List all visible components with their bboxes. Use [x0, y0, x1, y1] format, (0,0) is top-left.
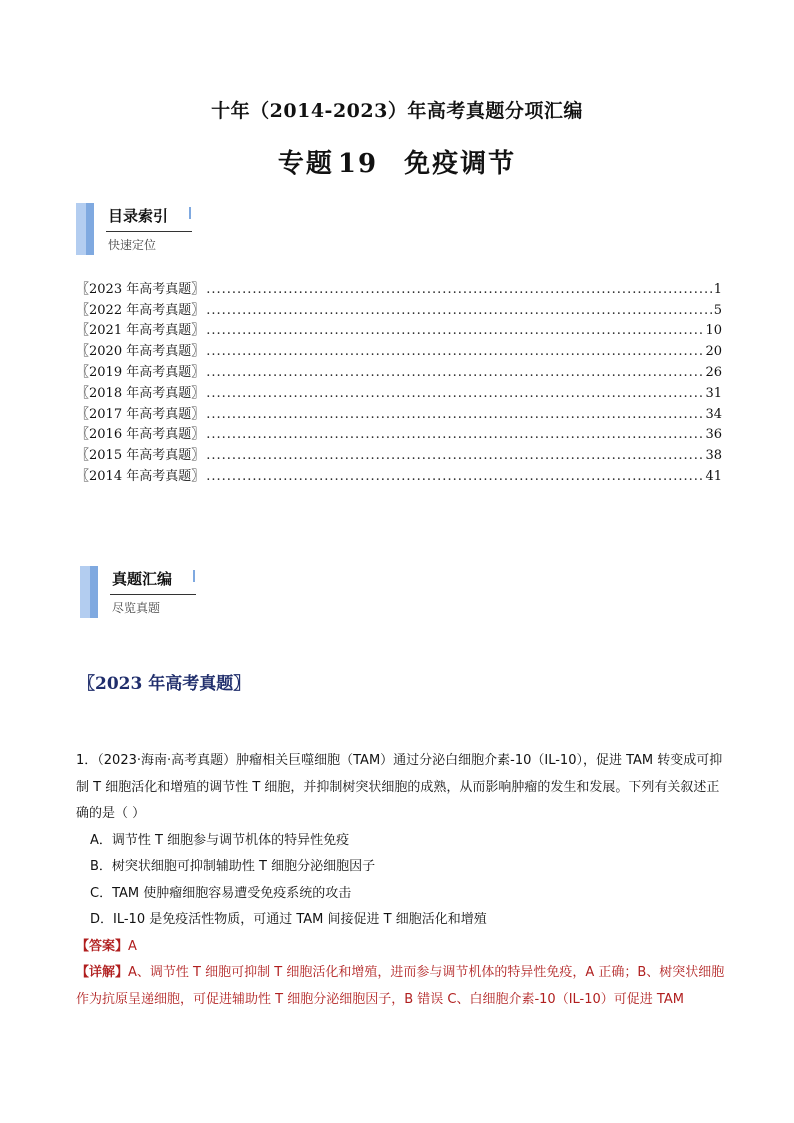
toc-leader-dots	[206, 344, 703, 359]
heading-underline	[106, 231, 192, 232]
detail-text: A、调节性 T 细胞可抑制 T 细胞活化和增殖，进而参与调节机体的特异性免疫，A 正确；B、树突状细胞作为抗原呈递细胞，可促进辅助性 T 细胞分泌细胞因子，B 错误 C、白细胞介素-10（IL-10）可促进 TAM	[76, 965, 725, 1007]
toc-entry-label: 〖2018 年高考真题〗	[76, 385, 205, 401]
toc-entry-page: 10	[705, 323, 722, 339]
toc-entry[interactable]	[76, 338, 722, 359]
option-c: C．TAM 使肿瘤细胞容易遭受免疫系统的攻击	[90, 885, 352, 901]
toc-leader-dots	[206, 365, 703, 380]
topic-number: 19	[337, 149, 379, 179]
question-stem: 1．（2023·海南·高考真题）肿瘤相关巨噬细胞（TAM）通过分泌白细胞介素-10（IL-10），促进 TAM 转变成可抑制 T 细胞活化和增殖的调节性 T 细胞，并抑制树突状细胞的成熟，从而影响肿瘤的发生和发展。下列有关叙述正确的是（ ）	[76, 753, 723, 821]
toc-leader-dots	[206, 323, 703, 338]
toc-entry-page: 26	[705, 364, 722, 380]
toc-entry-page: 20	[705, 344, 722, 360]
toc-leader-dots	[206, 386, 703, 401]
toc-entry[interactable]	[76, 359, 722, 380]
toc-entry-page: 38	[705, 448, 722, 464]
questions-subheading: 尽览真题	[112, 601, 161, 615]
toc-section-header	[76, 203, 276, 255]
toc-leader-dots	[206, 303, 712, 318]
toc-entry-label: 〖2022 年高考真题〗	[76, 302, 205, 318]
toc-entry-label: 〖2021 年高考真题〗	[76, 323, 205, 339]
toc-entry[interactable]	[76, 442, 722, 463]
toc-entry-label: 〖2019 年高考真题〗	[76, 364, 205, 380]
heading-underline	[110, 594, 196, 595]
question-block	[76, 748, 726, 1013]
answer-value: A	[128, 938, 137, 954]
toc-entry[interactable]	[76, 297, 722, 318]
toc-entry[interactable]	[76, 380, 722, 401]
toc-entry-label: 〖2020 年高考真题〗	[76, 344, 205, 360]
toc-entry[interactable]	[76, 318, 722, 339]
option-a: A．调节性 T 细胞参与调节机体的特异性免疫	[90, 832, 350, 848]
toc-leader-dots	[206, 469, 703, 484]
heading-tick	[189, 207, 191, 219]
toc-entry[interactable]	[76, 276, 722, 297]
heading-tick	[193, 570, 195, 582]
detail-label: 【详解】	[76, 965, 129, 980]
toc-entry-page: 36	[705, 427, 722, 443]
toc-entry[interactable]	[76, 463, 722, 484]
toc-leader-dots	[206, 427, 703, 442]
toc-heading: 目录索引	[108, 207, 169, 225]
questions-section-header	[80, 566, 280, 618]
accent-bar-dark	[90, 566, 98, 618]
accent-bar	[80, 566, 90, 618]
toc-entry-label: 〖2014 年高考真题〗	[76, 468, 205, 484]
option-b: B．树突状细胞可抑制辅助性 T 细胞分泌细胞因子	[90, 859, 376, 874]
toc-entry[interactable]	[76, 422, 722, 443]
toc-entry-page: 1	[713, 281, 722, 297]
answer-line	[76, 934, 726, 961]
toc-entry-page: 5	[713, 302, 722, 318]
detail-paragraph	[76, 960, 726, 1013]
accent-bar-dark	[86, 203, 94, 255]
toc-entry-label: 〖2016 年高考真题〗	[76, 427, 205, 443]
topic-name: 免疫调节	[404, 149, 517, 179]
toc-entry-page: 34	[705, 406, 722, 422]
toc-leader-dots	[206, 448, 703, 463]
toc-leader-dots	[206, 282, 712, 297]
answer-label: 【答案】	[76, 938, 129, 954]
toc-entry-label: 〖2023 年高考真题〗	[76, 281, 205, 297]
toc-entry-page: 41	[705, 468, 722, 484]
topic-prefix: 专题	[277, 149, 334, 179]
toc-entry[interactable]	[76, 401, 722, 422]
topic-title	[0, 143, 794, 180]
toc-entry-label: 〖2017 年高考真题〗	[76, 406, 205, 422]
toc-leader-dots	[206, 407, 703, 422]
toc-subheading: 快速定位	[108, 238, 157, 252]
year-heading: 〖2023 年高考真题〗	[78, 674, 251, 694]
toc-entry-page: 31	[705, 385, 722, 401]
toc-entry-label: 〖2015 年高考真题〗	[76, 448, 205, 464]
option-d: D．IL-10 是免疫活性物质，可通过 TAM 间接促进 T 细胞活化和增殖	[90, 912, 487, 927]
table-of-contents	[76, 276, 722, 484]
document-title: 十年（2014-2023）年高考真题分项汇编	[211, 100, 583, 122]
questions-heading: 真题汇编	[112, 570, 173, 588]
accent-bar	[76, 203, 86, 255]
